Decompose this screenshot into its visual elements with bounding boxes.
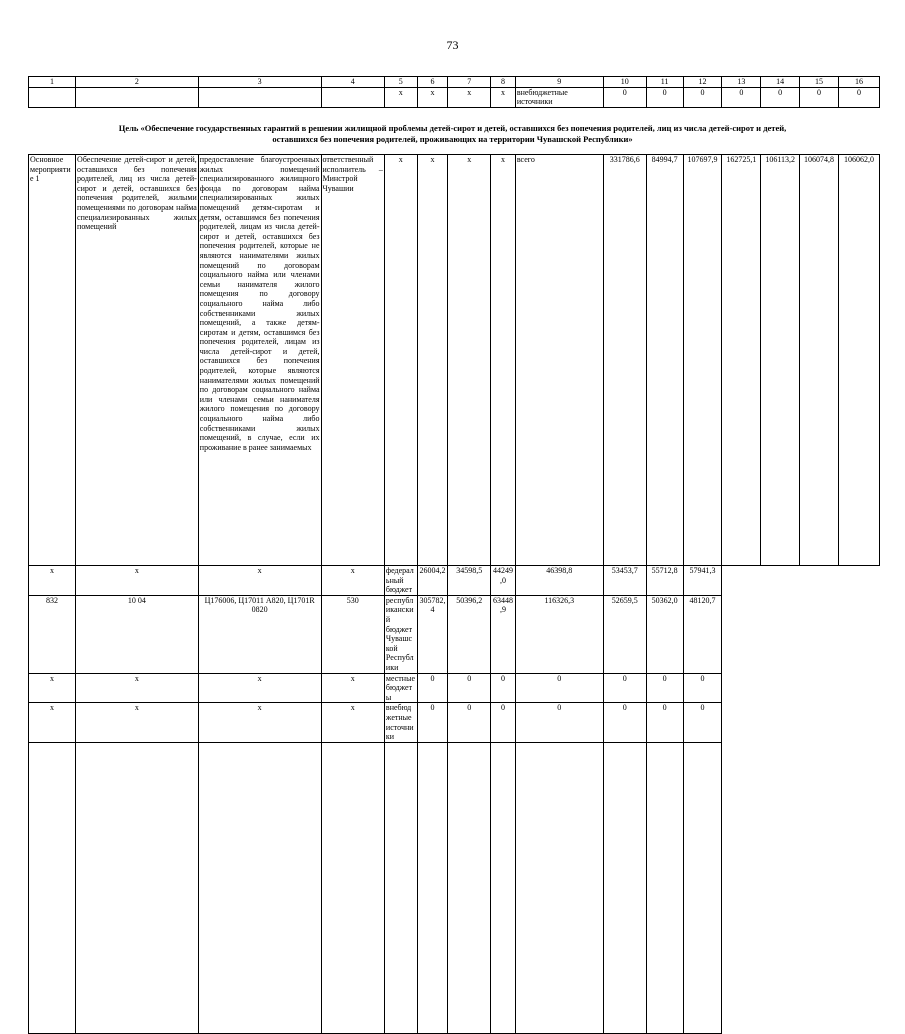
column-number-cell: 16	[838, 77, 879, 88]
amount-cell: 50362,0	[646, 595, 683, 673]
column-number-cell: 10	[603, 77, 646, 88]
table-cell: 0	[761, 87, 800, 107]
amount-cell: 106074,8	[800, 155, 839, 566]
empty-cell	[384, 742, 417, 1033]
amount-cell: 55712,8	[646, 566, 683, 596]
table-cell: 0	[683, 87, 722, 107]
code-cell: x	[321, 673, 384, 703]
source-cell: всего	[515, 155, 603, 566]
source-cell: внебюджетные источники	[384, 703, 417, 742]
column-number-cell: 8	[491, 77, 516, 88]
empty-cell	[646, 742, 683, 1033]
empty-cell	[448, 742, 491, 1033]
amount-cell: 0	[491, 673, 516, 703]
amount-cell: 331786,6	[603, 155, 646, 566]
amount-cell: 0	[646, 703, 683, 742]
amount-cell: 0	[603, 673, 646, 703]
amount-cell: 53453,7	[603, 566, 646, 596]
amount-cell: 63448,9	[491, 595, 516, 673]
amount-cell: 48120,7	[683, 595, 722, 673]
amount-cell: 0	[515, 673, 603, 703]
table-cell: x	[491, 87, 516, 107]
table-cell: x	[384, 87, 417, 107]
column-number-cell: 7	[448, 77, 491, 88]
source-cell: местные бюджеты	[384, 673, 417, 703]
amount-cell: 0	[515, 703, 603, 742]
amount-cell: 0	[683, 703, 722, 742]
code-cell: x	[321, 703, 384, 742]
empty-cell	[683, 742, 722, 1033]
amount-cell: 162725,1	[722, 155, 761, 566]
code-cell: x	[198, 703, 321, 742]
code-cell: x	[321, 566, 384, 596]
empty-cell	[198, 742, 321, 1033]
table-cell: x	[417, 87, 448, 107]
table-cell: 0	[800, 87, 839, 107]
column-number-cell: 9	[515, 77, 603, 88]
amount-cell: 0	[448, 673, 491, 703]
table-cell	[29, 87, 76, 107]
column-number-cell: 13	[722, 77, 761, 88]
amount-cell: 0	[646, 673, 683, 703]
code-cell: Ц176006, Ц17011 А820, Ц1701R 0820	[198, 595, 321, 673]
column-number-cell: 4	[321, 77, 384, 88]
activity-name-cell: Обеспечение детей-сирот и детей, оставшихся без попечения родителей, лиц из числа детей-сирот и детей, оставшихся без попечения родителей, жилыми помещениями по договорам найма специализированных жилых помещений	[76, 155, 199, 566]
code-cell: 530	[321, 595, 384, 673]
amount-cell: 0	[417, 703, 448, 742]
amount-cell: 305782,4	[417, 595, 448, 673]
code-cell: x	[417, 155, 448, 566]
amount-cell: 34598,5	[448, 566, 491, 596]
amount-cell: 0	[683, 673, 722, 703]
responsible-executor-cell: ответственный исполнитель – Минстрой Чувашии	[321, 155, 384, 566]
code-cell: x	[76, 703, 199, 742]
empty-cell	[76, 742, 199, 1033]
amount-cell: 0	[417, 673, 448, 703]
column-number-cell: 15	[800, 77, 839, 88]
empty-cell	[321, 742, 384, 1033]
code-cell: x	[29, 703, 76, 742]
column-number-cell: 5	[384, 77, 417, 88]
table-cell: 0	[838, 87, 879, 107]
column-number-cell: 2	[76, 77, 199, 88]
code-cell: x	[198, 673, 321, 703]
page-number: 73	[446, 38, 459, 52]
empty-cell	[491, 742, 516, 1033]
code-cell: x	[76, 566, 199, 596]
code-cell: x	[491, 155, 516, 566]
table-cell: 0	[603, 87, 646, 107]
empty-cell	[29, 742, 76, 1033]
code-cell: x	[29, 566, 76, 596]
amount-cell: 106113,2	[761, 155, 800, 566]
amount-cell: 50396,2	[448, 595, 491, 673]
empty-cell	[603, 742, 646, 1033]
amount-cell: 57941,3	[683, 566, 722, 596]
table-cell	[321, 87, 384, 107]
empty-cell	[515, 742, 603, 1033]
column-number-cell: 6	[417, 77, 448, 88]
code-cell: x	[198, 566, 321, 596]
column-number-cell: 1	[29, 77, 76, 88]
main-activity-table	[28, 154, 880, 1034]
column-number-cell: 14	[761, 77, 800, 88]
column-number-cell: 3	[198, 77, 321, 88]
table-cell	[198, 87, 321, 107]
goal-heading: Цель «Обеспечение государственных гарантий в решении жилищной проблемы детей-сирот и детей, оставшихся без попечения родителей, лиц из числа детей-сирот и детей, оставшихся без попечения родителей, проживающих на территории Чувашской Республики»	[118, 123, 787, 144]
table-row	[29, 673, 880, 703]
code-cell: x	[448, 155, 491, 566]
code-cell: x	[76, 673, 199, 703]
source-cell: республиканский бюджет Чувашской Республики	[384, 595, 417, 673]
table-cell: x	[448, 87, 491, 107]
column-number-cell: 11	[646, 77, 683, 88]
table-row	[29, 87, 880, 107]
column-number-row	[29, 77, 880, 88]
amount-cell: 26004,2	[417, 566, 448, 596]
amount-cell: 0	[491, 703, 516, 742]
table-row	[29, 566, 880, 596]
source-cell: федеральный бюджет	[384, 566, 417, 596]
activity-description-cell: предоставление благоустроенных жилых помещений специализированного жилищного фонда по договорам найма специализированных жилых помещений детям-сиротам и детям, оставшимся без попечения родителей, лицам из числа детей-сирот и детей, оставшихся без попечения родителей, которые не являются нанимателями жилых помещений по договорам социального найма или членами семьи нанимателя жилого помещения по договору социального найма либо собственниками жилых помещений, а также детям-сиротам и детям, оставшимся без попечения родителей, лицам из числа детей-сирот и детей, оставшихся без попечения родителей, которые являются нанимателями жилых помещений по договорам социального найма или членами семьи нанимателя жилого помещения по договору социального найма либо собственниками жилых помещений, в случае, если их проживание в ранее занимаемых	[198, 155, 321, 566]
code-cell: 10 04	[76, 595, 199, 673]
table-cell: 0	[722, 87, 761, 107]
amount-cell: 46398,8	[515, 566, 603, 596]
table-row	[29, 595, 880, 673]
activity-type-cell: Основное мероприятие 1	[29, 155, 76, 566]
table-filler-row	[29, 742, 880, 1033]
code-cell: 832	[29, 595, 76, 673]
amount-cell: 107697,9	[683, 155, 722, 566]
table-cell	[76, 87, 199, 107]
table-continuation	[28, 76, 880, 108]
table-cell: 0	[646, 87, 683, 107]
table-row	[29, 155, 880, 566]
amount-cell: 106062,0	[838, 155, 879, 566]
table-row	[29, 703, 880, 742]
amount-cell: 52659,5	[603, 595, 646, 673]
empty-cell	[417, 742, 448, 1033]
amount-cell: 0	[448, 703, 491, 742]
code-cell: x	[384, 155, 417, 566]
column-number-cell: 12	[683, 77, 722, 88]
amount-cell: 116326,3	[515, 595, 603, 673]
amount-cell: 84994,7	[646, 155, 683, 566]
code-cell: x	[29, 673, 76, 703]
amount-cell: 0	[603, 703, 646, 742]
amount-cell: 44249,0	[491, 566, 516, 596]
source-cell: внебюджетные источники	[515, 87, 603, 107]
